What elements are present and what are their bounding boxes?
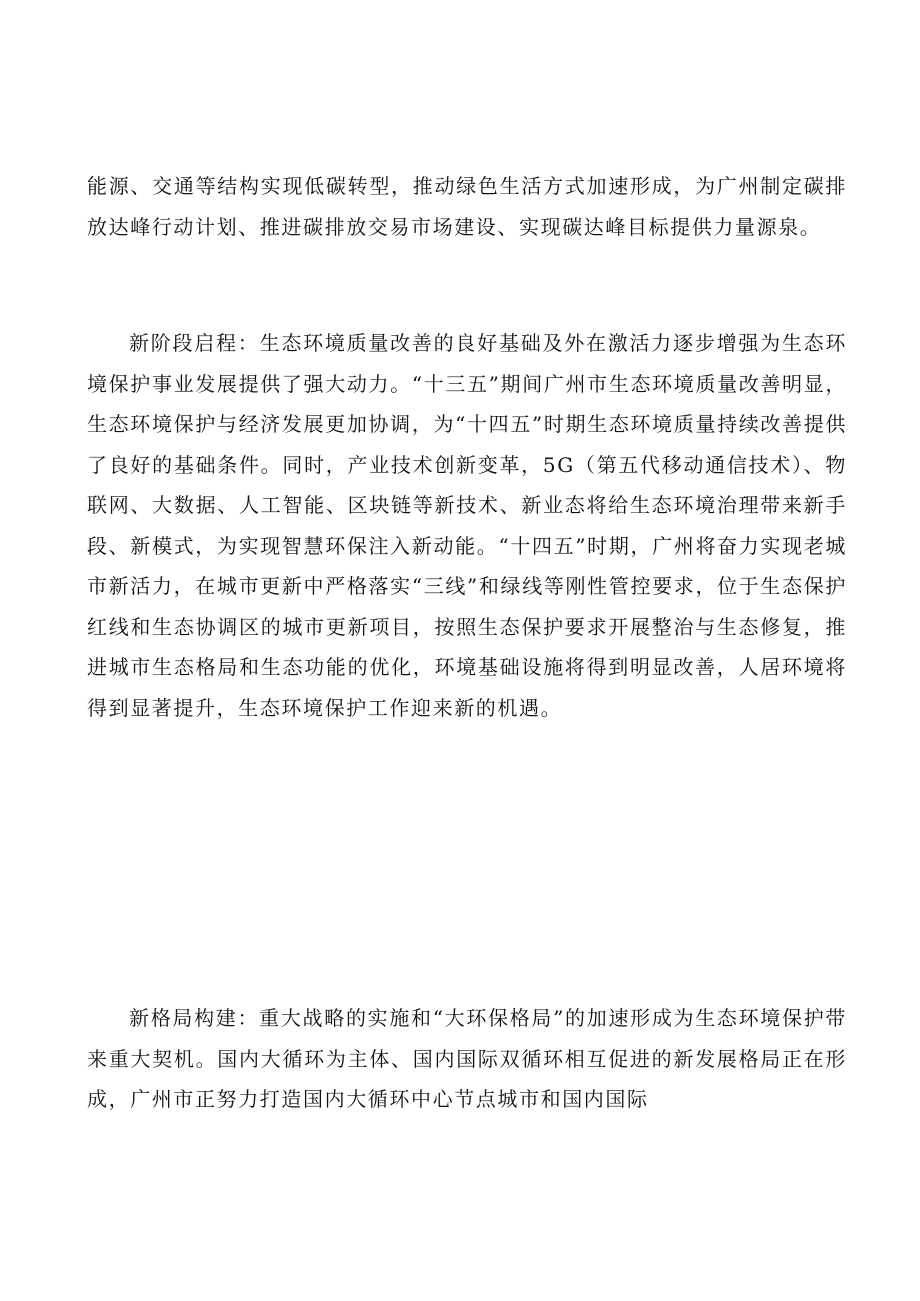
- paragraph-new-stage: 新阶段启程：生态环境质量改善的良好基础及外在激活力逐步增强为生态环境保护事业发展提供了强大动力。“十三五”期间广州市生态环境质量改善明显，生态环境保护与经济发展更加协调，为“十四五”时期生态环境质量持续改善提供了良好的基础条件。同时，产业技术创新变革，5G（第五代移动通信技术）、物联网、大数据、人工智能、区块链等新技术、新业态将给生态环境治理带来新手段、新模式，为实现智慧环保注入新动能。“十四五”时期，广州将奋力实现老城市新活力，在城市更新中严格落实“三线”和绿线等刚性管控要求，位于生态保护红线和生态协调区的城市更新项目，按照生态保护要求开展整治与生态修复，推进城市生态格局和生态功能的优化，环境基础设施将得到明显改善，人居环境将得到显著提升，生态环境保护工作迎来新的机遇。: [87, 331, 847, 720]
- paragraph-continuation: 能源、交通等结构实现低碳转型，推动绿色生活方式加速形成，为广州制定碳排放达峰行动计划、推进碳排放交易市场建设、实现碳达峰目标提供力量源泉。: [87, 174, 847, 239]
- paragraph-new-pattern: 新格局构建：重大战略的实施和“大环保格局”的加速形成为生态环境保护带来重大契机。国内大循环为主体、国内国际双循环相互促进的新发展格局正在形成，广州市正努力打造国内大循环中心节点城市和国内国际: [87, 1006, 847, 1111]
